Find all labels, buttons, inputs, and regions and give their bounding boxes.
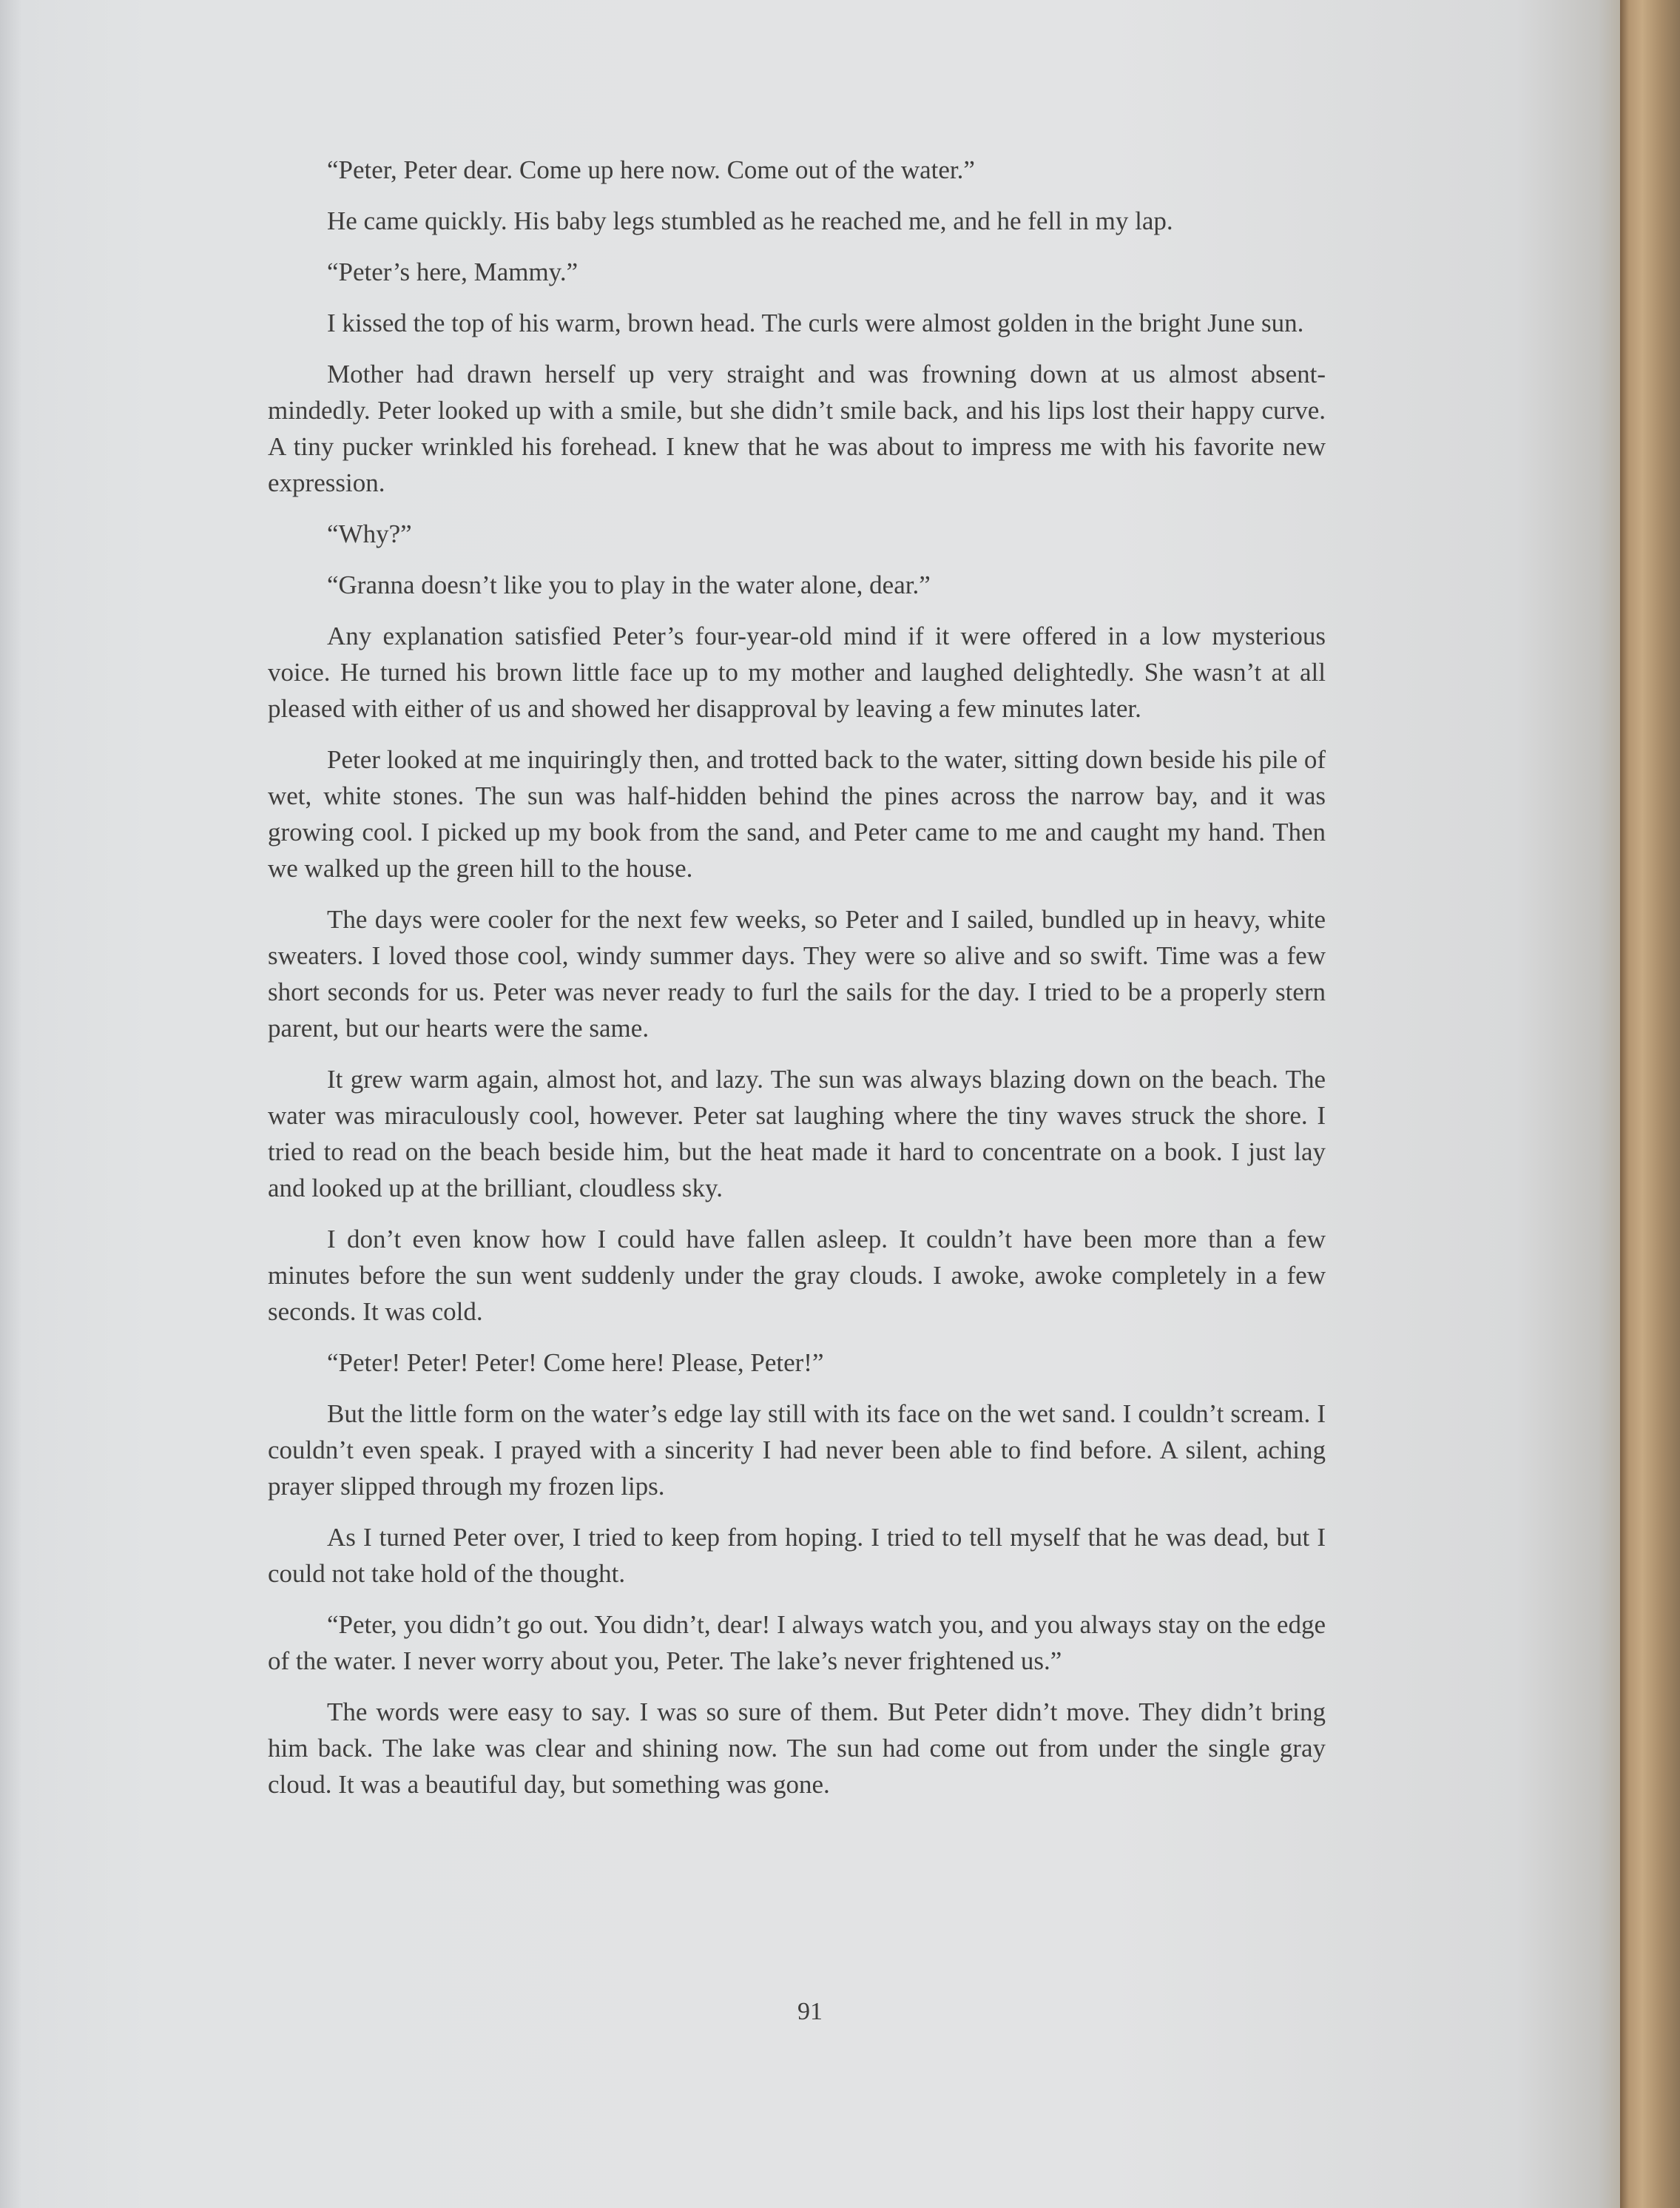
paragraph: Mother had drawn herself up very straight and was frowning down at us almost absent-mindedly. Peter looked up with a smile, but she didn’t smile back, and his lips lost their happy curve. A tiny pucker wrinkled his forehead. I knew that he was about to impress me with his favorite new expression. <box>268 360 1326 497</box>
paragraph: “Peter! Peter! Peter! Come here! Please, Peter!” <box>327 1348 824 1377</box>
book-edge <box>1620 0 1680 2208</box>
paragraph: The days were cooler for the next few weeks, so Peter and I sailed, bundled up in heavy, white sweaters. I loved those cool, windy summer days. They were so alive and so swift. Time was a few short seconds for us. Peter was never ready to furl the sails for the day. I tried to be a properly stern parent, but our hearts were the same. <box>268 905 1326 1043</box>
paragraph: “Peter’s here, Mammy.” <box>327 258 578 286</box>
body-text <box>268 152 1326 1817</box>
paragraph: But the little form on the water’s edge lay still with its face on the wet sand. I couldn’t scream. I couldn’t even speak. I prayed with a sincerity I had never been able to find before. A silent, aching prayer slipped through my frozen lips. <box>268 1399 1326 1501</box>
paragraph: I don’t even know how I could have fallen asleep. It couldn’t have been more than a few minutes before the sun went suddenly under the gray clouds. I awoke, awoke completely in a few seconds. It was cold. <box>268 1225 1326 1326</box>
paragraph: It grew warm again, almost hot, and lazy. The sun was always blazing down on the beach. The water was miraculously cool, however. Peter sat laughing where the tiny waves struck the shore. I tried to read on the beach beside him, but the heat made it hard to concentrate on a book. I just lay and looked up at the brilliant, cloudless sky. <box>268 1065 1326 1202</box>
paragraph: “Peter, you didn’t go out. You didn’t, dear! I always watch you, and you always stay on the edge of the water. I never worry about you, Peter. The lake’s never frightened us.” <box>268 1610 1326 1675</box>
paragraph: The words were easy to say. I was so sure of them. But Peter didn’t move. They didn’t bring him back. The lake was clear and shining now. The sun had come out from under the single gray cloud. It was a beautiful day, but something was gone. <box>268 1697 1326 1799</box>
paragraph: Any explanation satisfied Peter’s four-year-old mind if it were offered in a low mysterious voice. He turned his brown little face up to my mother and laughed delightedly. She wasn’t at all pleased with either of us and showed her disapproval by leaving a few minutes later. <box>268 622 1326 723</box>
paragraph: “Peter, Peter dear. Come up here now. Come out of the water.” <box>327 155 975 184</box>
page-number: 91 <box>797 1998 823 2025</box>
paragraph: He came quickly. His baby legs stumbled as he reached me, and he fell in my lap. <box>327 206 1173 235</box>
paragraph: I kissed the top of his warm, brown head. The curls were almost golden in the bright June sun. <box>327 309 1304 337</box>
paragraph: Peter looked at me inquiringly then, and trotted back to the water, sitting down beside his pile of wet, white stones. The sun was half-hidden behind the pines across the narrow bay, and it was growing cool. I picked up my book from the sand, and Peter came to me and caught my hand. Then we walked up the green hill to the house. <box>268 745 1326 883</box>
paragraph: As I turned Peter over, I tried to keep from hoping. I tried to tell myself that he was dead, but I could not take hold of the thought. <box>268 1523 1326 1588</box>
paragraph: “Granna doesn’t like you to play in the water alone, dear.” <box>327 570 931 599</box>
paragraph: “Why?” <box>327 519 412 548</box>
